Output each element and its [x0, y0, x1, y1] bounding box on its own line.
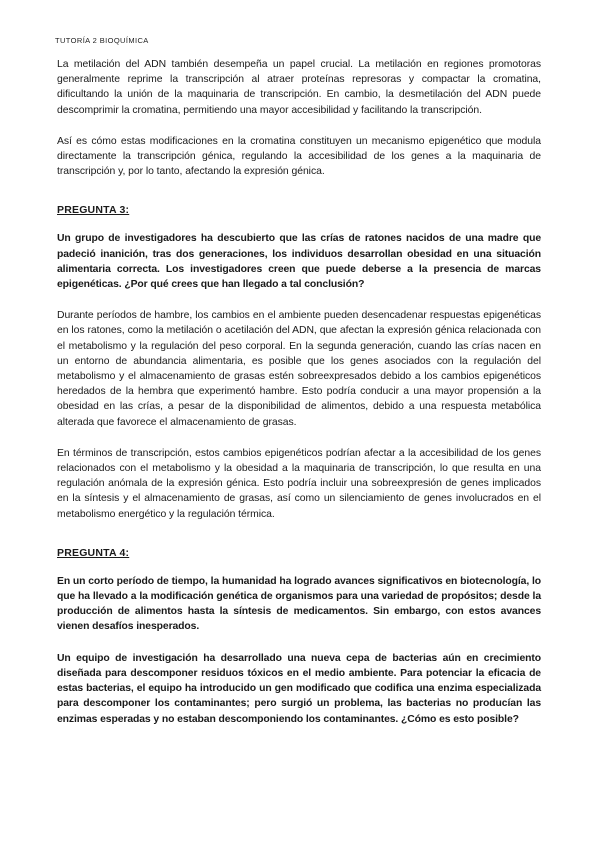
question-3-answer-2: En términos de transcripción, estos cambios epigenéticos podrían afectar a la accesibilidad de los genes relacionados con el metabolismo y la obesidad a la maquinaria de transcripción, lo que resulta en una regulación anómala de la expresión génica. Esto podría incluir una sobreexpresión de genes implicados en la síntesis y el almacenamiento de grasas, así como un silenciamiento de genes involucrados en el metabolismo energético y la regulación térmica. — [57, 447, 541, 520]
question-3-heading: PREGUNTA 3: — [57, 204, 130, 217]
intro-paragraph-2: Así es cómo estas modificaciones en la cromatina constituyen un mecanismo epigenético que modula directamente la transcripción génica, regulando la accesibilidad de los genes a la maquinaria de transcripción y, por lo tanto, afectando la expresión génica. — [57, 135, 541, 178]
question-4-heading: PREGUNTA 4: — [57, 546, 130, 559]
question-3-text: Un grupo de investigadores ha descubierto que las crías de ratones nacidos de una madre que padeció inanición, tras dos generaciones, los individuos desarrollan obesidad en una situación alimentaria correcta. Los investigadores creen que puede deberse a la presencia de marcas epigenéticas. ¿Por qué crees que han llegado a tal conclusión? — [57, 233, 541, 291]
question-3-answer-1: Durante períodos de hambre, los cambios en el ambiente pueden desencadenar respuestas epigenéticas en los ratones, como la metilación o acetilación del ADN, que afectan la expresión génica relacionada con el metabolismo y la regulación del peso corporal. En la segunda generación, cuando las crías nacen en un entorno de abundancia alimentaria, es posible que los genes asociados con la regulación del metabolismo y el almacenamiento de grasas estén sobreexpresados debido a los cambios epigenéticos heredados de la hembra que experimentó hambre. Esto podría conducir a una mayor propensión a la obesidad en las crías, a pesar de la disponibilidad de alimentos, debido a una respuesta metabólica alterada que favorece el almacenamiento de grasas. — [57, 310, 541, 428]
document-body — [57, 57, 541, 727]
intro-paragraph-1: La metilación del ADN también desempeña un papel crucial. La metilación en regiones promotoras generalmente reprime la transcripción al atraer proteínas represoras y compactar la cromatina, dificultando la unión de la maquinaria de transcripción. En cambio, la desmetilación del ADN puede descomprimir la cromatina, permitiendo una mayor accesibilidad y facilitando la transcripción. — [57, 59, 541, 116]
page-header: TUTORÍA 2 BIOQUÍMICA — [55, 36, 149, 45]
question-4-text-2: Un equipo de investigación ha desarrollado una nueva cepa de bacterias aún en crecimiento diseñada para descomponer residuos tóxicos en el medio ambiente. Para potenciar la eficacia de estas bacterias, el equipo ha introducido un gen modificado que codifica una enzima especializada para descomponer los contaminantes; pero surgió un problema, las bacterias no producían las enzimas esperadas y no estaban descomponiendo los contaminantes. ¿Cómo es esto posible? — [57, 652, 541, 725]
question-4-text-1: En un corto período de tiempo, la humanidad ha logrado avances significativos en biotecnología, lo que ha llevado a la modificación genética de organismos para una variedad de propósitos; desde la producción de alimentos hasta la síntesis de medicamentos. Sin embargo, con estos avances vienen desafíos inesperados. — [57, 575, 541, 633]
